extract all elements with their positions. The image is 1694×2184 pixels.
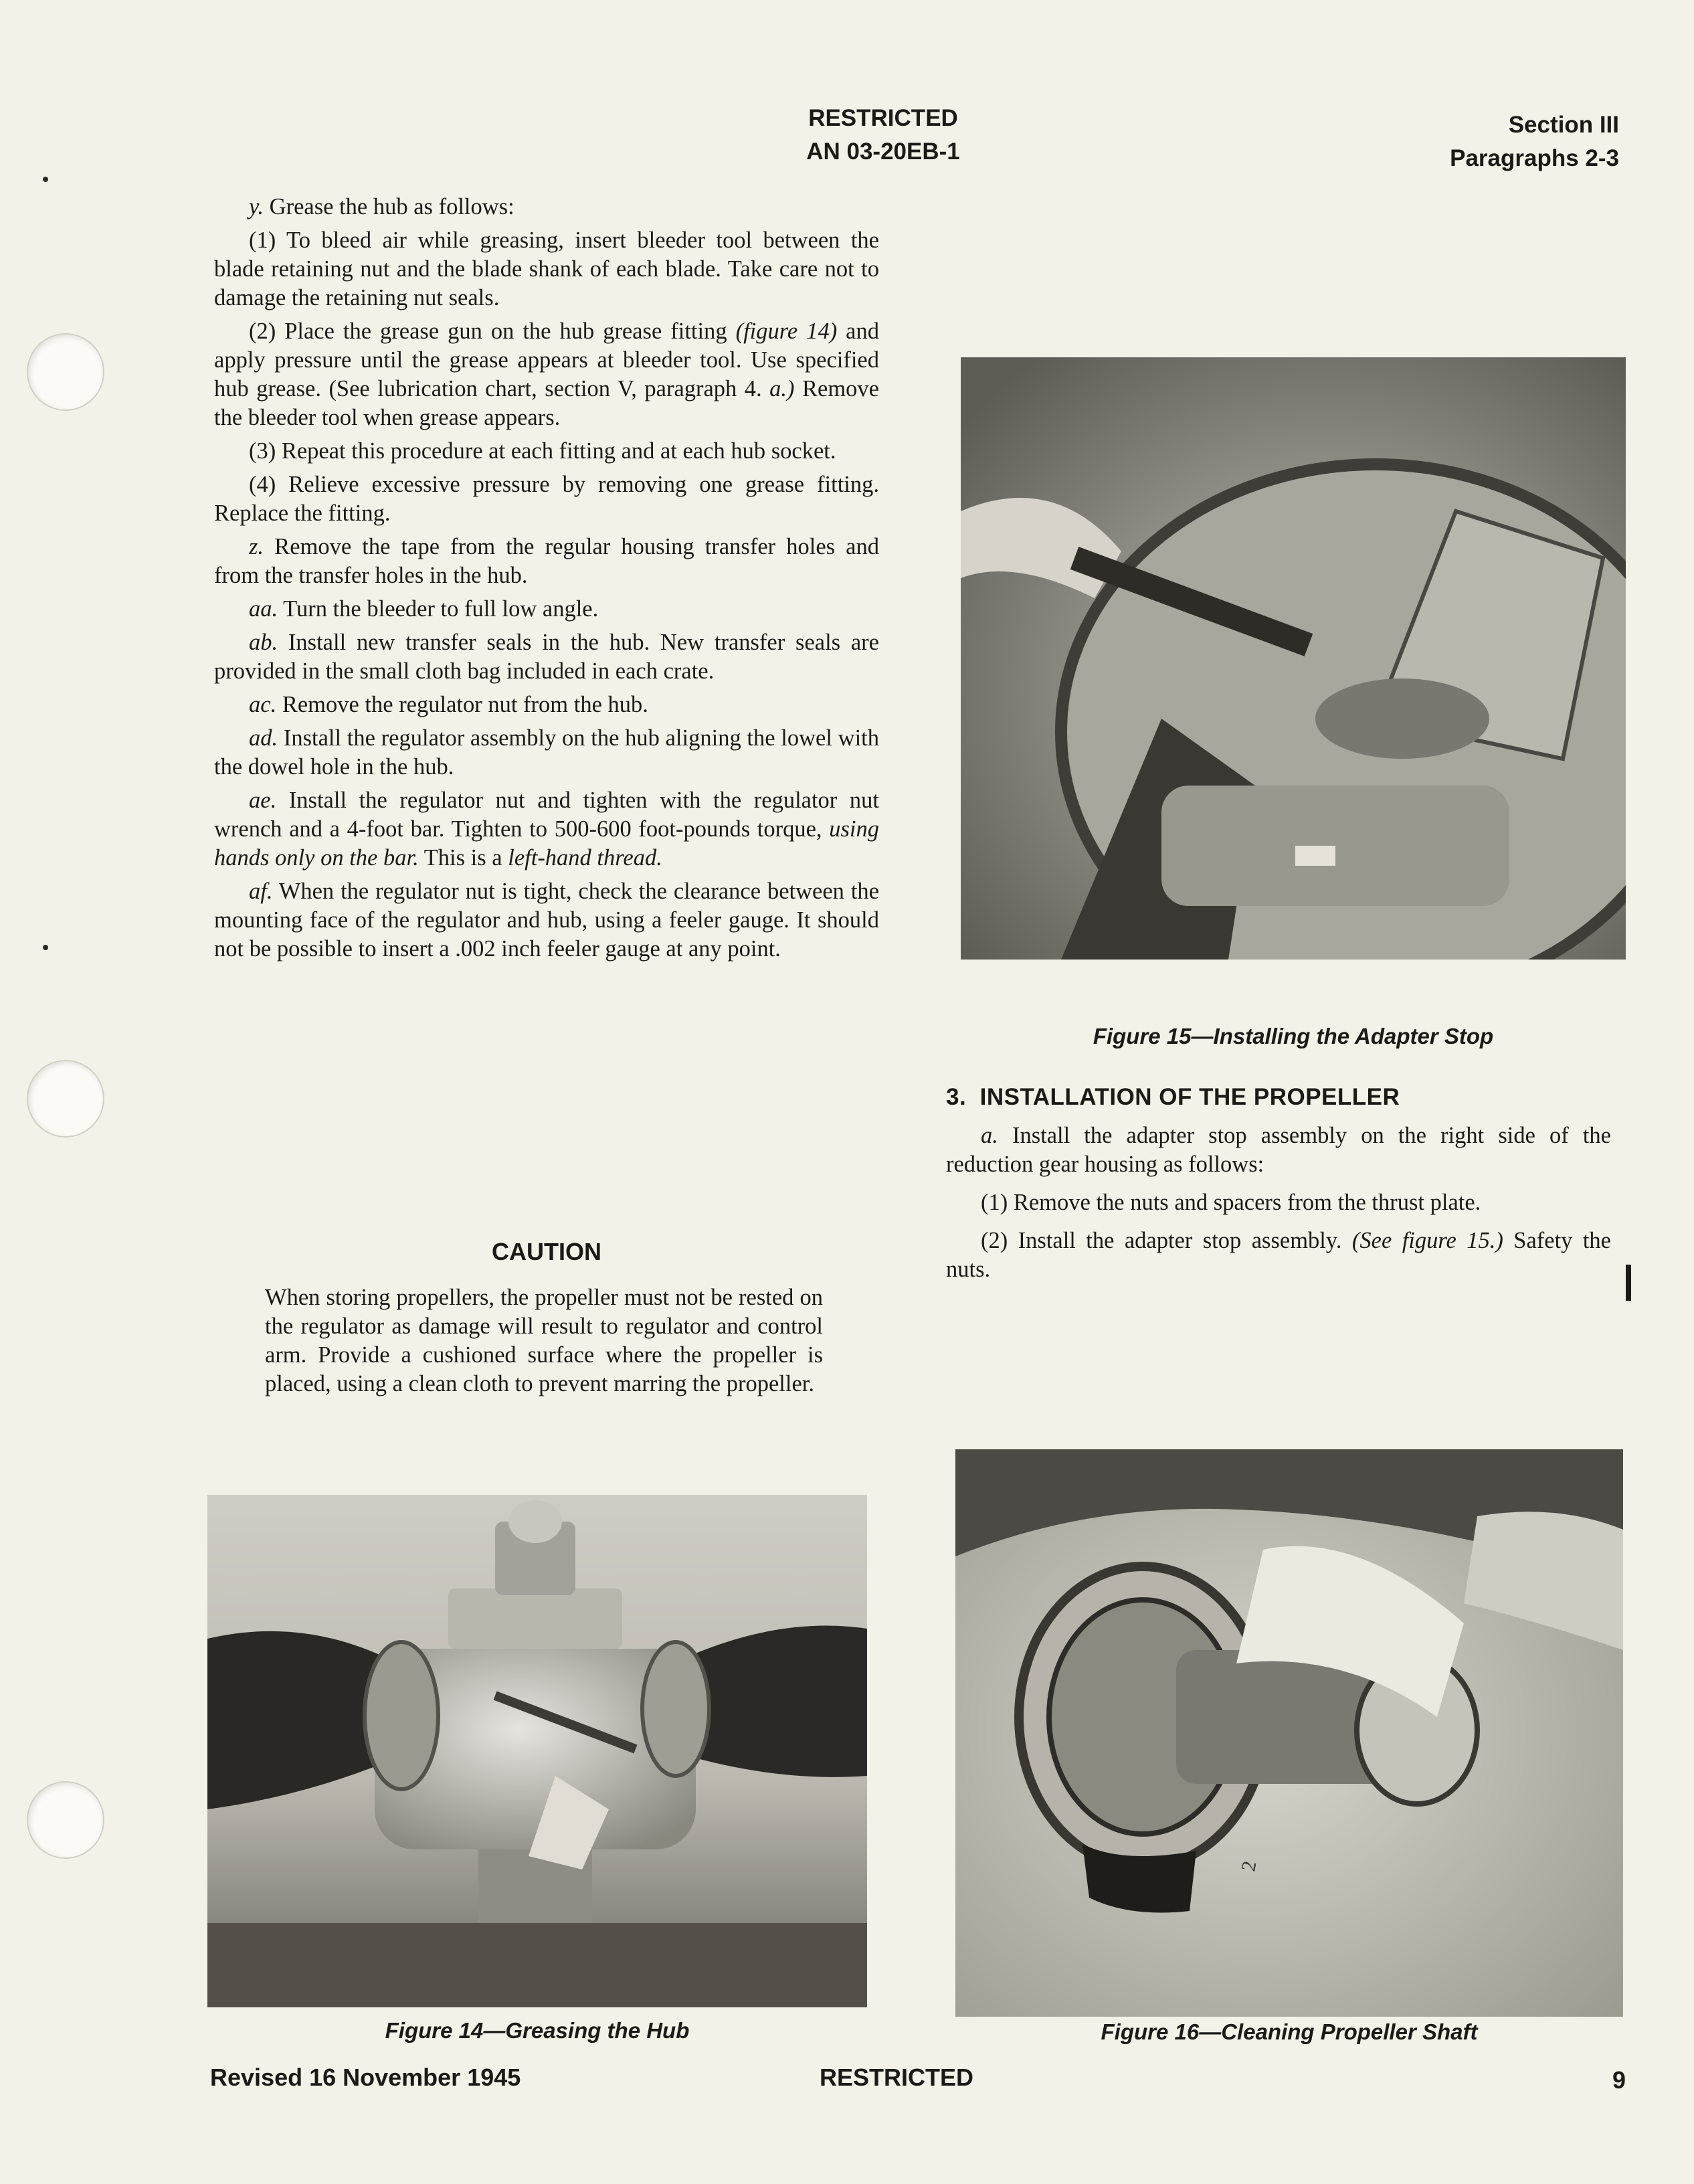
footer-restricted: RESTRICTED — [819, 2064, 973, 2091]
page-number: 9 — [1612, 2066, 1626, 2094]
figure-14-photo — [207, 1495, 867, 2007]
footer-revision-date: Revised 16 November 1945 — [210, 2064, 521, 2091]
paragraph-ae: ae. Install the regulator nut and tighten with the regulator nut wrench and a 4-foot bar. Tighten to 500-600 foot-pounds torque, using hands only on the bar. This is a left-hand thread. — [214, 788, 879, 871]
header-document-number: AN 03-20EB-1 — [806, 139, 960, 165]
figure-16-caption: Figure 16—Cleaning Propeller Shaft — [1101, 2019, 1478, 2044]
figure-15-photo — [961, 357, 1626, 960]
figure-15-caption: Figure 15—Installing the Adapter Stop — [1093, 1024, 1494, 1049]
cleaning-propeller-shaft-illustration — [955, 1449, 1623, 2017]
paper-speck — [43, 177, 48, 182]
binder-hole-bottom — [27, 1781, 104, 1859]
right-column-text — [946, 1121, 1611, 1289]
figure-15-reference: (See figure 15.) — [1351, 1228, 1503, 1253]
header-restricted: RESTRICTED — [808, 105, 958, 131]
change-bar — [1626, 1265, 1631, 1301]
paragraph-y: y. Grease the hub as follows: — [249, 194, 514, 219]
figure-14-reference: (figure 14) — [735, 318, 838, 344]
installing-adapter-stop-illustration — [961, 357, 1626, 960]
paragraph-ac: ac. Remove the regulator nut from the hub. — [249, 692, 648, 717]
binder-hole-middle — [27, 1060, 104, 1138]
greasing-hub-illustration — [207, 1495, 867, 2007]
paragraph-z: z. Remove the tape from the regular housing transfer holes and from the transfer holes in the hub. — [214, 534, 879, 588]
left-column-text — [214, 193, 879, 968]
paragraph-3a-2: (2) Install the adapter stop assembly. (See figure 15.) Safety the nuts. — [946, 1228, 1611, 1282]
paragraph-y-3: (3) Repeat this procedure at each fitting and at each hub socket. — [249, 438, 836, 464]
header-paragraphs: Paragraphs 2-3 — [1450, 145, 1619, 171]
section-3-heading: 3. INSTALLATION OF THE PROPELLER — [946, 1084, 1400, 1110]
binder-hole-top — [27, 333, 104, 411]
paragraph-ad: ad. Install the regulator assembly on the hub aligning the lowel with the dowel hole in the hub. — [214, 725, 879, 780]
header-center — [776, 102, 990, 169]
header-right — [1450, 108, 1619, 175]
paragraph-ab: ab. Install new transfer seals in the hub. New transfer seals are provided in the small cloth bag included in each crate. — [214, 630, 879, 684]
figure-16-photo — [955, 1449, 1623, 2017]
paragraph-af: af. When the regulator nut is tight, check the clearance between the mounting face of the regulator and hub, using a feeler gauge. It should not be possible to insert a .002 inch feeler gauge at any point. — [214, 879, 879, 962]
caution-title: CAUTION — [492, 1238, 601, 1265]
paragraph-aa: aa. Turn the bleeder to full low angle. — [249, 596, 599, 622]
paragraph-y-2: (2) Place the grease gun on the hub grease fitting (figure 14) and apply pressure until the grease appears at bleeder tool. Use specified hub grease. (See lubrication chart, section V, paragraph 4. a.) Remove the bleeder tool when grease appears. — [214, 318, 879, 430]
figure-16-stamp: 2 — [1237, 1859, 1261, 1874]
caution-text: When storing propellers, the propeller must not be rested on the regulator as damage will result to regulator and control arm. Provide a cushioned surface where the propeller is placed, using a clean cloth to prevent marring the propeller. — [265, 1285, 823, 1396]
paragraph-y-4: (4) Relieve excessive pressure by removing one grease fitting. Replace the fitting. — [214, 472, 879, 526]
paragraph-y-1: (1) To bleed air while greasing, insert bleeder tool between the blade retaining nut and the blade shank of each blade. Take care not to damage the retaining nut seals. — [214, 227, 879, 310]
paper-speck — [43, 945, 48, 950]
figure-14-caption: Figure 14—Greasing the Hub — [385, 2018, 690, 2043]
paragraph-3a: a. Install the adapter stop assembly on the right side of the reduction gear housing as follows: — [946, 1123, 1611, 1177]
header-section: Section III — [1508, 112, 1619, 138]
paragraph-3a-1: (1) Remove the nuts and spacers from the thrust plate. — [981, 1190, 1481, 1215]
